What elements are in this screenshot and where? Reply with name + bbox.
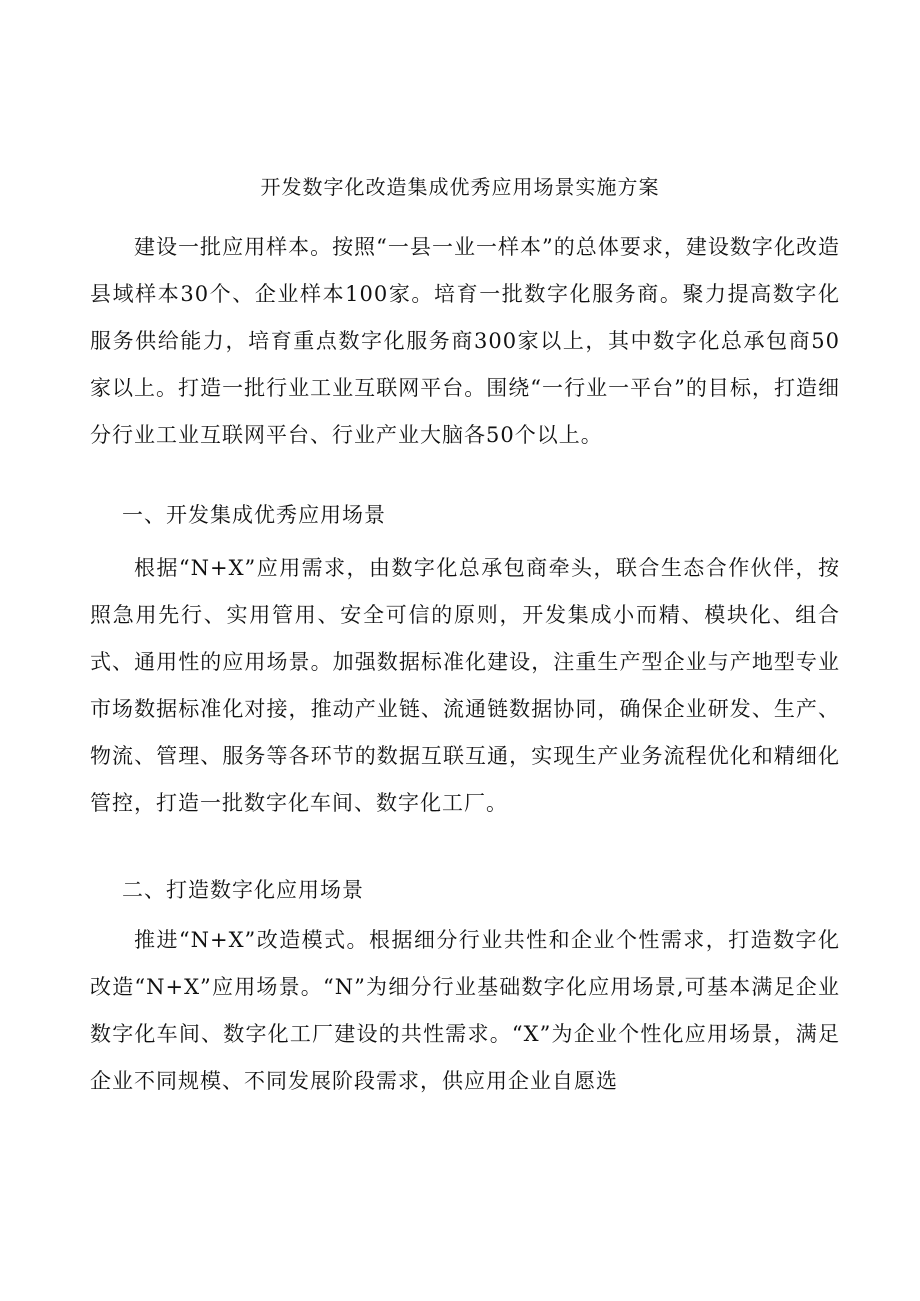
- document-title: 开发数字化改造集成优秀应用场景实施方案: [260, 175, 660, 199]
- intro-paragraph: 建设一批应用样本。按照“一县一业一样本”的总体要求，建设数字化改造县域样本30个、企业样本100家。培育一批数字化服务商。聚力提高数字化服务供给能力，培育重点数字化服务商300家以上，其中数字化总承包商50家以上。打造一批行业工业互联网平台。围绕“一行业一平台”的目标，打造细分行业工业互联网平台、行业产业大脑各50个以上。: [90, 235, 840, 447]
- section-paragraph-1: 根据“N+X”应用需求，由数字化总承包商牵头，联合生态合作伙伴，按照急用先行、实用管用、安全可信的原则，开发集成小而精、模块化、组合式、通用性的应用场景。加强数据标准化建设，注重生产型企业与产地型专业市场数据标准化对接，推动产业链、流通链数据协同，确保企业研发、生产、物流、管理、服务等各环节的数据互联互通，实现生产业务流程优化和精细化管控，打造一批数字化车间、数字化工厂。: [90, 556, 840, 815]
- section-paragraph-2: 推进“N+X”改造模式。根据细分行业共性和企业个性需求，打造数字化改造“N+X”应用场景。“N”为细分行业基础数字化应用场景,可基本满足企业数字化车间、数字化工厂建设的共性需求。“X”为企业个性化应用场景，满足企业不同规模、不同发展阶段需求，供应用企业自愿选: [90, 928, 840, 1093]
- section-heading-1: 一、开发集成优秀应用场景: [122, 503, 386, 527]
- section-heading-2: 二、打造数字化应用场景: [122, 878, 364, 902]
